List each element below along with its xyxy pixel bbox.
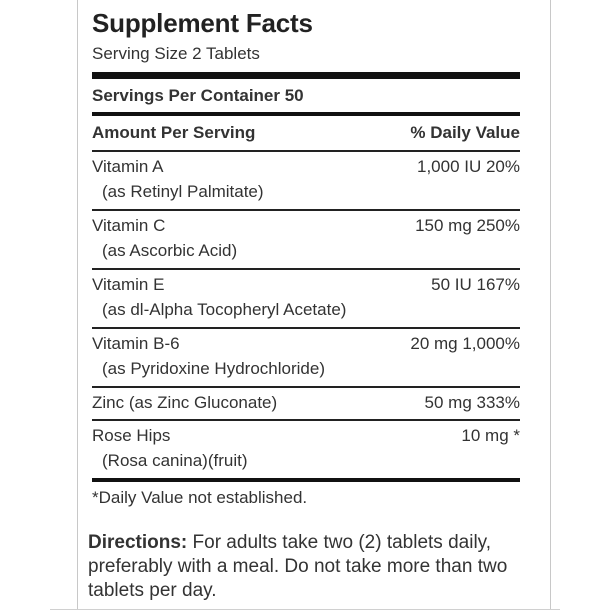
nutrient-source: (Rosa canina)(fruit) bbox=[102, 451, 248, 470]
nutrient-amount: 150 mg 250% bbox=[415, 216, 520, 235]
nutrient-row-rose-hips bbox=[92, 421, 520, 478]
nutrient-name: Rose Hips bbox=[92, 426, 171, 445]
nutrient-source: (as Pyridoxine Hydrochloride) bbox=[102, 359, 325, 378]
directions-label: Directions: bbox=[88, 532, 188, 553]
nutrient-row-vitamin-c bbox=[92, 211, 520, 268]
supplement-facts-label bbox=[92, 6, 520, 510]
nutrient-name: Vitamin C bbox=[92, 216, 166, 235]
nutrient-row-vitamin-b6 bbox=[92, 329, 520, 386]
directions bbox=[88, 531, 538, 603]
daily-value-footnote: *Daily Value not established. bbox=[92, 488, 308, 507]
nutrient-amount: 50 IU 167% bbox=[431, 275, 520, 294]
nutrient-amount: 10 mg * bbox=[461, 426, 520, 445]
amount-per-serving-header: Amount Per Serving bbox=[92, 123, 256, 142]
nutrient-name: Vitamin E bbox=[92, 275, 165, 294]
nutrient-source: (as Ascorbic Acid) bbox=[102, 241, 238, 260]
nutrient-name: Vitamin A bbox=[92, 157, 164, 176]
nutrient-row-zinc bbox=[92, 388, 520, 419]
daily-value-header: % Daily Value bbox=[410, 123, 520, 142]
nutrient-amount: 50 mg 333% bbox=[424, 393, 520, 412]
servings-per-container: Servings Per Container 50 bbox=[92, 86, 304, 105]
nutrient-name: Zinc (as Zinc Gluconate) bbox=[92, 393, 278, 412]
serving-size: Serving Size 2 Tablets bbox=[92, 44, 260, 63]
nutrient-name: Vitamin B-6 bbox=[92, 334, 180, 353]
label-title: Supplement Facts bbox=[92, 8, 313, 38]
nutrient-row-vitamin-a bbox=[92, 152, 520, 209]
nutrient-amount: 1,000 IU 20% bbox=[416, 157, 520, 176]
nutrient-source: (as dl-Alpha Tocopheryl Acetate) bbox=[102, 300, 347, 319]
directions-text: For adults take two (2) tablets daily, preferably with a meal. Do not take more than two tablets per day. bbox=[88, 532, 508, 601]
nutrient-row-vitamin-e bbox=[92, 270, 520, 327]
thick-divider bbox=[92, 72, 520, 79]
supplement-panel bbox=[77, 0, 551, 610]
nutrient-source: (as Retinyl Palmitate) bbox=[102, 182, 264, 201]
column-header-row bbox=[92, 116, 520, 150]
nutrient-amount: 20 mg 1,000% bbox=[410, 334, 520, 353]
